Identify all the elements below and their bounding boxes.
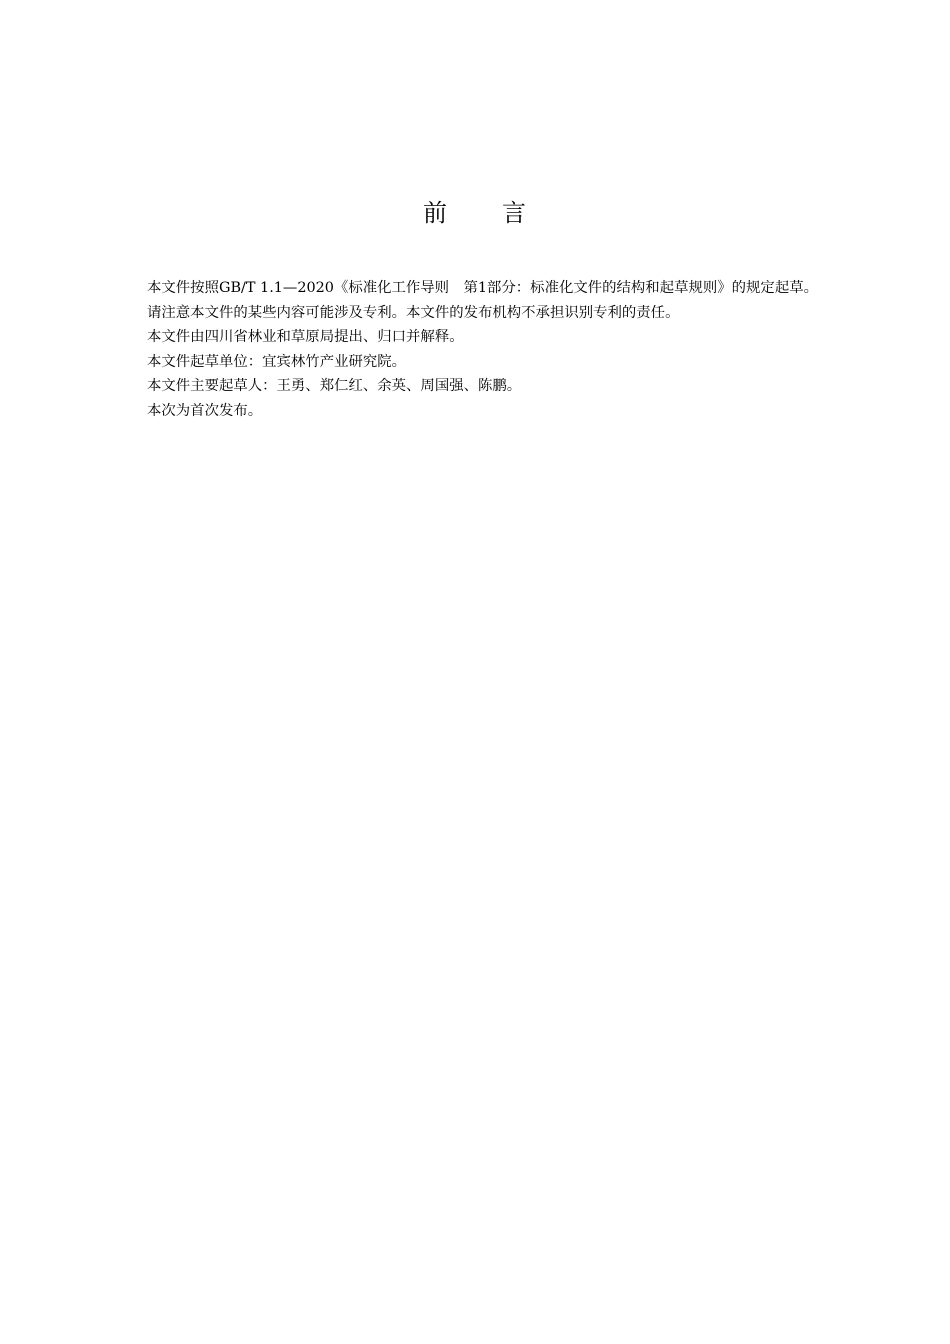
title-char-1: 前: [423, 199, 448, 227]
paragraph-proposer: 本文件由四川省林业和草原局提出、归口并解释。: [147, 329, 464, 346]
paragraph-first-release: 本次为首次发布。: [147, 402, 263, 419]
foreword-body: [113, 276, 863, 424]
paragraph-drafting-rules: 本文件按照GB/T 1.1—2020《标准化工作导则 第1部分：标准化文件的结构和起草规则》的规定起草。: [147, 280, 818, 296]
title-char-2: 言: [502, 199, 527, 227]
paragraph-drafting-unit: 本文件起草单位：宜宾林竹产业研究院。: [147, 353, 407, 370]
page-title: [0, 196, 950, 230]
paragraph-drafters: 本文件主要起草人：王勇、郑仁红、余英、周国强、陈鹏。: [147, 378, 522, 395]
paragraph-patent-notice: 请注意本文件的某些内容可能涉及专利。本文件的发布机构不承担识别专利的责任。: [147, 304, 680, 321]
